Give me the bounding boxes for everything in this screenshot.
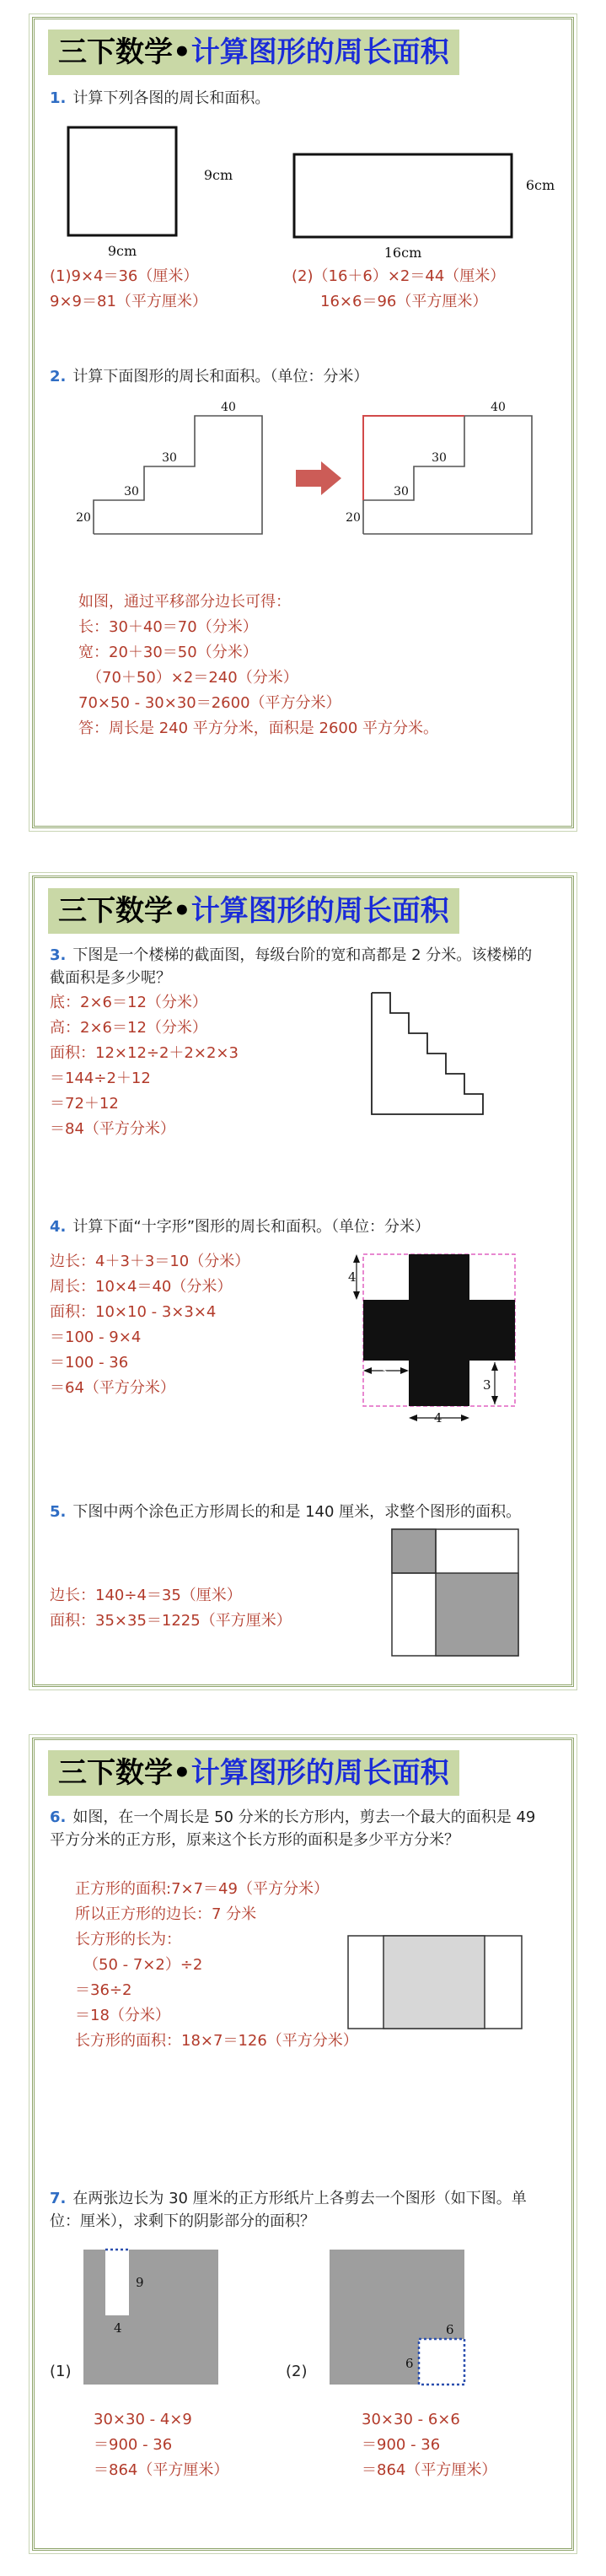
answer-3 <box>50 990 239 1142</box>
label-bottom-left: 3 <box>380 1364 389 1379</box>
panel-title <box>48 30 459 75</box>
answer-line: 底：2×6＝12（分米） <box>50 994 207 1011</box>
question-text: 下图中两个涂色正方形周长的和是 140 厘米，求整个图形的面积。 <box>72 1503 522 1521</box>
answer-line: ＝900 - 36 <box>94 2436 173 2454</box>
answer-line: 高：2×6＝12（分米） <box>50 1019 207 1037</box>
question-5 <box>50 1501 555 1523</box>
answer-line: 长方形的面积：18×7＝126（平方分米） <box>75 2032 358 2050</box>
question-3 <box>50 944 547 989</box>
answer-5 <box>50 1582 292 1633</box>
figure-1-label: (1) <box>50 2363 72 2380</box>
figure-square <box>50 119 277 262</box>
answer-7b <box>362 2406 496 2482</box>
answer-6 <box>75 1877 358 2054</box>
answer-line: ＝84（平方分米） <box>50 1120 175 1138</box>
label-bottom: 16cm <box>383 245 422 261</box>
answer-line: 30×30 - 6×6 <box>362 2411 460 2428</box>
label-side: 9cm <box>203 167 233 183</box>
question-7 <box>50 2187 555 2233</box>
answer-line: ＝100 - 36 <box>50 1354 129 1372</box>
figure-cross <box>348 1248 522 1426</box>
label-mid: 30 <box>162 451 177 465</box>
question-4 <box>50 1215 555 1238</box>
answer-line: 周长：10×4＝40（分米） <box>50 1278 233 1296</box>
answer-line: ＝864（平方厘米） <box>94 2461 229 2479</box>
answer-line: 正方形的面积:7×7＝49（平方分米） <box>75 1880 329 1898</box>
label-bottom: 9cm <box>107 243 137 259</box>
title-main: 计算图形的周长面积 <box>190 894 449 928</box>
label-mid: 30 <box>432 451 447 465</box>
label-left: 6 <box>405 2356 414 2371</box>
question-2 <box>50 365 555 388</box>
panel-title <box>48 888 459 934</box>
label-right: 3 <box>483 1377 491 1393</box>
answer-4 <box>50 1249 249 1401</box>
answer-line: (2)（16＋6）×2＝44（厘米） <box>292 267 506 285</box>
answer-line: 面积：35×35＝1225（平方厘米） <box>50 1612 292 1630</box>
question-text: 在两张边长为 30 厘米的正方形纸片上各剪去一个图形（如下图。单位：厘米），求剩下的阴影部分的面积？ <box>50 2190 527 2230</box>
answer-1b <box>292 264 505 315</box>
label-left: 4 <box>348 1269 357 1285</box>
answer-line: ＝100 - 9×4 <box>50 1328 142 1346</box>
label-top: 6 <box>446 2322 454 2337</box>
figure-square-cut-1 <box>75 2245 227 2388</box>
answer-7a <box>94 2406 228 2482</box>
title-prefix: 三下数学• <box>58 1756 191 1790</box>
title-main: 计算图形的周长面积 <box>190 1756 449 1790</box>
answer-line: 宽：20＋30＝50（分米） <box>78 644 258 661</box>
answer-line: ＝144÷2＋12 <box>50 1070 151 1087</box>
question-1 <box>50 87 555 110</box>
question-number: 1. <box>50 89 67 107</box>
question-number: 4. <box>50 1218 67 1236</box>
figure-2-label: (2) <box>286 2363 308 2380</box>
answer-line: 16×6＝96（平方厘米） <box>320 293 488 310</box>
title-prefix: 三下数学• <box>58 894 191 928</box>
label-top: 40 <box>491 401 506 414</box>
answer-line: （70＋50）×2＝240（分米） <box>87 669 298 687</box>
panel-2 <box>32 876 574 1687</box>
figure-rectangle <box>287 119 566 262</box>
label-bottom: 4 <box>434 1410 442 1425</box>
answer-line: 长方形的长为： <box>75 1931 181 1948</box>
panel-1 <box>32 17 574 828</box>
answer-line: ＝72＋12 <box>50 1095 119 1113</box>
answer-line: ＝864（平方厘米） <box>362 2461 497 2479</box>
figure-square-cut-2 <box>321 2245 473 2388</box>
figure-rectangle-cut <box>345 1932 530 2034</box>
question-text: 计算下面“十字形”图形的周长和面积。（单位：分米） <box>72 1218 431 1236</box>
figure-staircase <box>363 986 515 1134</box>
question-number: 5. <box>50 1503 67 1521</box>
answer-1a <box>50 264 207 315</box>
answer-line: 如图，通过平移部分边长可得： <box>78 593 291 611</box>
answer-line: 边长：140÷4＝35（厘米） <box>50 1587 242 1604</box>
answer-line: 70×50 - 30×30＝2600（平方分米） <box>78 694 341 712</box>
question-number: 7. <box>50 2190 67 2207</box>
question-text: 下图是一个楼梯的截面图，每级台阶的宽和高都是 2 分米。该楼梯的截面积是多少呢？ <box>50 946 533 987</box>
label-width: 4 <box>114 2320 122 2336</box>
answer-line: 30×30 - 4×9 <box>94 2411 192 2428</box>
answer-line: 所以正方形的边长：7 分米 <box>75 1905 257 1923</box>
label-step: 30 <box>124 485 139 498</box>
question-6 <box>50 1806 555 1851</box>
arrow-right-icon <box>296 461 341 495</box>
question-number: 2. <box>50 368 67 385</box>
figure-step-shape <box>51 399 574 585</box>
figure-two-squares <box>389 1526 523 1661</box>
answer-line: （50 - 7×2）÷2 <box>83 1956 203 1974</box>
panel-title <box>48 1750 459 1796</box>
question-number: 6. <box>50 1808 67 1826</box>
question-text: 计算下面图形的周长和面积。（单位：分米） <box>72 368 369 385</box>
answer-line: ＝18（分米） <box>75 2007 170 2024</box>
label-left: 20 <box>76 511 91 525</box>
question-number: 3. <box>50 946 67 964</box>
answer-line: 长：30＋40＝70（分米） <box>78 618 258 636</box>
label-step: 30 <box>394 485 409 498</box>
answer-line: ＝36÷2 <box>75 1981 132 1999</box>
question-text: 计算下列各图的周长和面积。 <box>72 89 271 107</box>
answer-line: 面积：12×12÷2＋2×2×3 <box>50 1044 239 1062</box>
answer-line: ＝64（平方分米） <box>50 1379 175 1397</box>
answer-line: (1)9×4＝36（厘米） <box>50 267 199 285</box>
answer-2 <box>78 589 438 741</box>
label-height: 9 <box>136 2275 144 2290</box>
answer-line: ＝900 - 36 <box>362 2436 441 2454</box>
label-top: 40 <box>221 401 236 414</box>
panel-3 <box>32 1738 574 2551</box>
answer-line: 答：周长是 240 平方分米，面积是 2600 平方分米。 <box>78 719 439 737</box>
label-left: 20 <box>346 511 361 525</box>
label-side: 6cm <box>525 177 555 193</box>
title-prefix: 三下数学• <box>58 35 191 69</box>
answer-line: 边长：4＋3＋3＝10（分米） <box>50 1253 250 1270</box>
answer-line: 面积：10×10 - 3×3×4 <box>50 1303 217 1321</box>
title-main: 计算图形的周长面积 <box>190 35 449 69</box>
answer-line: 9×9＝81（平方厘米） <box>50 293 207 310</box>
question-text: 如图，在一个周长是 50 分米的长方形内，剪去一个最大的面积是 49 平方分米的正方形，原来这个长方形的面积是多少平方分米？ <box>50 1808 536 1849</box>
